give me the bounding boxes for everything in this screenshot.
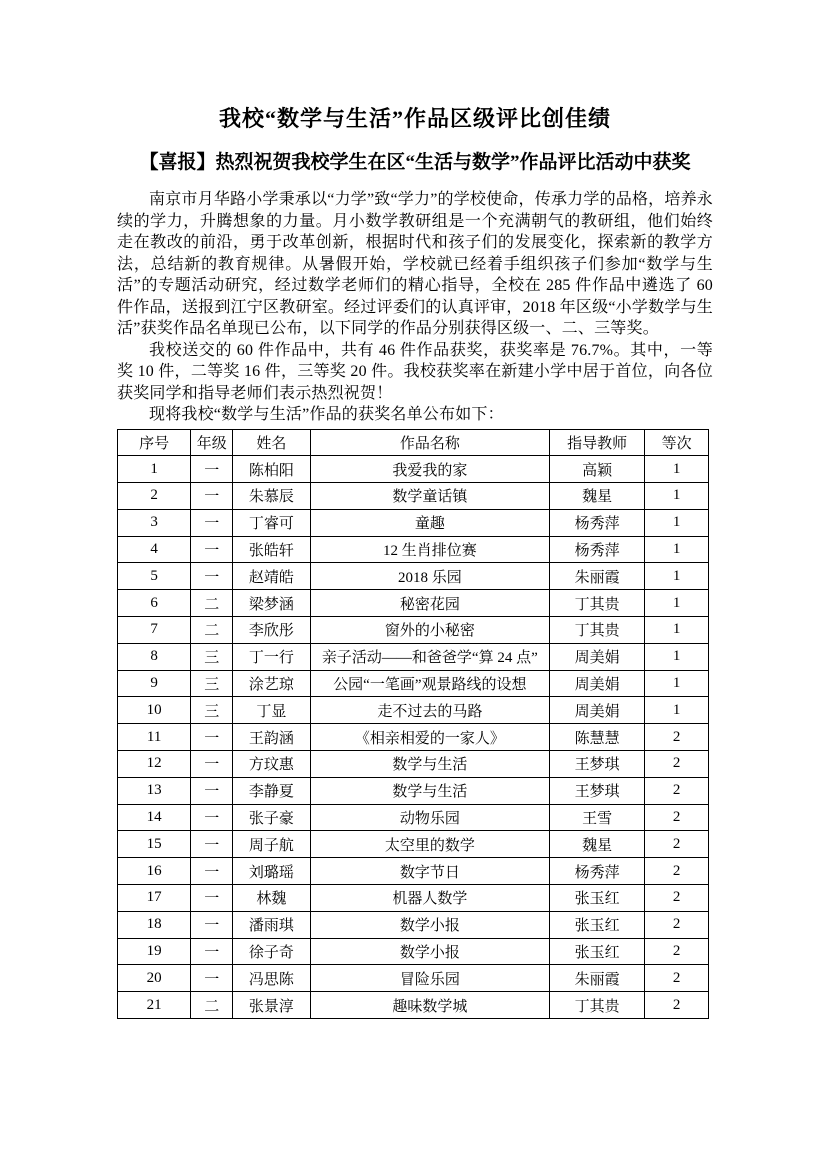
table-cell: 1 [645,590,709,617]
table-cell: 高颖 [550,456,645,483]
table-cell: 梁梦涵 [233,590,310,617]
awards-table [117,429,709,1020]
table-cell: 数学与生活 [310,777,549,804]
table-header-cell: 等次 [645,429,709,456]
table-cell: 王梦琪 [550,751,645,778]
table-row [118,724,709,751]
table-cell: 2 [645,751,709,778]
table-cell: 5 [118,563,191,590]
table-header-cell: 指导教师 [550,429,645,456]
table-cell: 1 [118,456,191,483]
table-cell: 三 [191,697,233,724]
table-cell: 2 [645,992,709,1019]
table-cell: 三 [191,670,233,697]
table-cell: 2 [645,965,709,992]
table-cell: 16 [118,858,191,885]
table-cell: 窗外的小秘密 [310,617,549,644]
table-cell: 朱丽霞 [550,563,645,590]
table-cell: 张玉红 [550,885,645,912]
table-cell: 21 [118,992,191,1019]
table-cell: 1 [645,563,709,590]
table-cell: 杨秀萍 [550,509,645,536]
table-cell: 2018 乐园 [310,563,549,590]
table-cell: 丁其贵 [550,617,645,644]
table-cell: 15 [118,831,191,858]
table-cell: 杨秀萍 [550,858,645,885]
table-cell: 太空里的数学 [310,831,549,858]
table-cell: 1 [645,509,709,536]
table-cell: 一 [191,804,233,831]
table-cell: 张子豪 [233,804,310,831]
table-cell: 一 [191,563,233,590]
table-cell: 张景淳 [233,992,310,1019]
table-cell: 1 [645,483,709,510]
table-cell: 数学小报 [310,911,549,938]
table-row [118,536,709,563]
page-title: 我校“数学与生活”作品区级评比创佳绩 [218,106,611,131]
page-subtitle: 【喜报】热烈祝贺我校学生在区“生活与数学”作品评比活动中获奖 [139,152,691,173]
table-cell: 徐子奇 [233,938,310,965]
table-row [118,804,709,831]
table-cell: 陈柏阳 [233,456,310,483]
table-cell: 涂艺琼 [233,670,310,697]
table-cell: 9 [118,670,191,697]
table-cell: 张皓轩 [233,536,310,563]
table-cell: 一 [191,456,233,483]
table-cell: 丁显 [233,697,310,724]
table-cell: 刘璐瑶 [233,858,310,885]
table-cell: 丁其贵 [550,992,645,1019]
table-cell: 走不过去的马路 [310,697,549,724]
table-cell: 7 [118,617,191,644]
table-cell: 周子航 [233,831,310,858]
table-cell: 数学小报 [310,938,549,965]
table-cell: 11 [118,724,191,751]
table-cell: 17 [118,885,191,912]
table-cell: 一 [191,483,233,510]
table-cell: 10 [118,697,191,724]
table-cell: 丁一行 [233,643,310,670]
table-cell: 一 [191,965,233,992]
table-row [118,938,709,965]
table-cell: 3 [118,509,191,536]
table-cell: 亲子活动——和爸爸学“算 24 点” [310,643,549,670]
table-cell: 朱慕辰 [233,483,310,510]
table-cell: 冯思陈 [233,965,310,992]
table-cell: 《相亲相爱的一家人》 [310,724,549,751]
table-row [118,509,709,536]
table-cell: 一 [191,751,233,778]
table-cell: 赵靖皓 [233,563,310,590]
table-cell: 周美娟 [550,643,645,670]
table-cell: 林魏 [233,885,310,912]
table-cell: 童趣 [310,509,549,536]
table-cell: 趣味数学城 [310,992,549,1019]
table-cell: 二 [191,992,233,1019]
table-cell: 2 [645,724,709,751]
table-cell: 数字节日 [310,858,549,885]
table-row [118,643,709,670]
table-cell: 秘密花园 [310,590,549,617]
table-row [118,885,709,912]
table-cell: 王雪 [550,804,645,831]
table-cell: 张玉红 [550,911,645,938]
table-cell: 数学与生活 [310,751,549,778]
paragraph-award-stats: 我校送交的 60 件作品中，共有 46 件作品获奖，获奖率是 76.7%。其中，一等奖 10 件，二等奖 16 件，三等奖 20 件。我校获奖率在新建小学中居于首位，向各位获奖同学和指导老师们表示热烈祝贺！ [117,341,713,402]
table-row [118,777,709,804]
table-cell: 8 [118,643,191,670]
table-cell: 方玟惠 [233,751,310,778]
table-cell: 丁睿可 [233,509,310,536]
table-cell: 一 [191,536,233,563]
table-cell: 魏星 [550,831,645,858]
table-cell: 12 [118,751,191,778]
table-cell: 机器人数学 [310,885,549,912]
table-cell: 2 [645,858,709,885]
table-row [118,590,709,617]
table-cell: 潘雨琪 [233,911,310,938]
table-cell: 魏星 [550,483,645,510]
table-cell: 一 [191,724,233,751]
table-cell: 1 [645,456,709,483]
table-cell: 陈慧慧 [550,724,645,751]
table-header-cell: 姓名 [233,429,310,456]
table-row [118,751,709,778]
table-cell: 1 [645,670,709,697]
table-cell: 朱丽霞 [550,965,645,992]
table-cell: 杨秀萍 [550,536,645,563]
table-row [118,456,709,483]
table-cell: 2 [645,938,709,965]
table-cell: 6 [118,590,191,617]
table-row [118,965,709,992]
table-cell: 12 生肖排位赛 [310,536,549,563]
table-row [118,697,709,724]
table-cell: 周美娟 [550,670,645,697]
paragraph-intro: 南京市月华路小学秉承以“力学”致“学力”的学校使命，传承力学的品格，培养永续的学力，升腾想象的力量。月小数学教研组是一个充满朝气的教研组，他们始终走在教改的前沿，勇于改革创新，根据时代和孩子们的发展变化，探索新的教学方法，总结新的教育规律。从暑假开始，学校就已经着手组织孩子们参加“数学与生活”的专题活动研究，经过数学老师们的精心指导，全校在 285 件作品中遴选了 60 件作品，送报到江宁区教研室。经过评委们的认真评审，2018 年区级“小学数学与生活”获奖作品名单现已公布，以下同学的作品分别获得区级一、二、三等奖。 [117,191,713,337]
table-cell: 2 [118,483,191,510]
table-cell: 18 [118,911,191,938]
table-cell: 2 [645,804,709,831]
table-cell: 数学童话镇 [310,483,549,510]
table-cell: 李静夏 [233,777,310,804]
table-row [118,617,709,644]
table-cell: 王韵涵 [233,724,310,751]
table-header-cell: 作品名称 [310,429,549,456]
table-cell: 2 [645,831,709,858]
table-cell: 1 [645,697,709,724]
table-cell: 丁其贵 [550,590,645,617]
table-cell: 一 [191,777,233,804]
awards-table-body [118,456,709,1019]
table-cell: 4 [118,536,191,563]
paragraph-list-lead-in: 现将我校“数学与生活”作品的获奖名单公布如下： [149,406,504,423]
table-cell: 一 [191,858,233,885]
table-cell: 动物乐园 [310,804,549,831]
table-cell: 1 [645,643,709,670]
table-cell: 1 [645,617,709,644]
table-cell: 14 [118,804,191,831]
table-cell: 1 [645,536,709,563]
table-row [118,911,709,938]
table-cell: 一 [191,911,233,938]
table-cell: 20 [118,965,191,992]
table-cell: 一 [191,509,233,536]
table-row [118,992,709,1019]
table-row [118,483,709,510]
table-cell: 一 [191,831,233,858]
table-cell: 2 [645,911,709,938]
table-cell: 我爱我的家 [310,456,549,483]
table-cell: 周美娟 [550,697,645,724]
table-row [118,831,709,858]
table-cell: 王梦琪 [550,777,645,804]
table-cell: 19 [118,938,191,965]
table-cell: 一 [191,938,233,965]
table-cell: 2 [645,885,709,912]
table-header-cell: 年级 [191,429,233,456]
table-cell: 三 [191,643,233,670]
table-cell: 张玉红 [550,938,645,965]
table-cell: 13 [118,777,191,804]
table-cell: 李欣彤 [233,617,310,644]
table-row [118,858,709,885]
table-cell: 二 [191,590,233,617]
table-row [118,563,709,590]
table-cell: 一 [191,885,233,912]
table-cell: 2 [645,777,709,804]
table-cell: 冒险乐园 [310,965,549,992]
table-cell: 二 [191,617,233,644]
table-row [118,670,709,697]
table-header-cell: 序号 [118,429,191,456]
table-header-row [118,429,709,456]
table-cell: 公园“一笔画”观景路线的设想 [310,670,549,697]
